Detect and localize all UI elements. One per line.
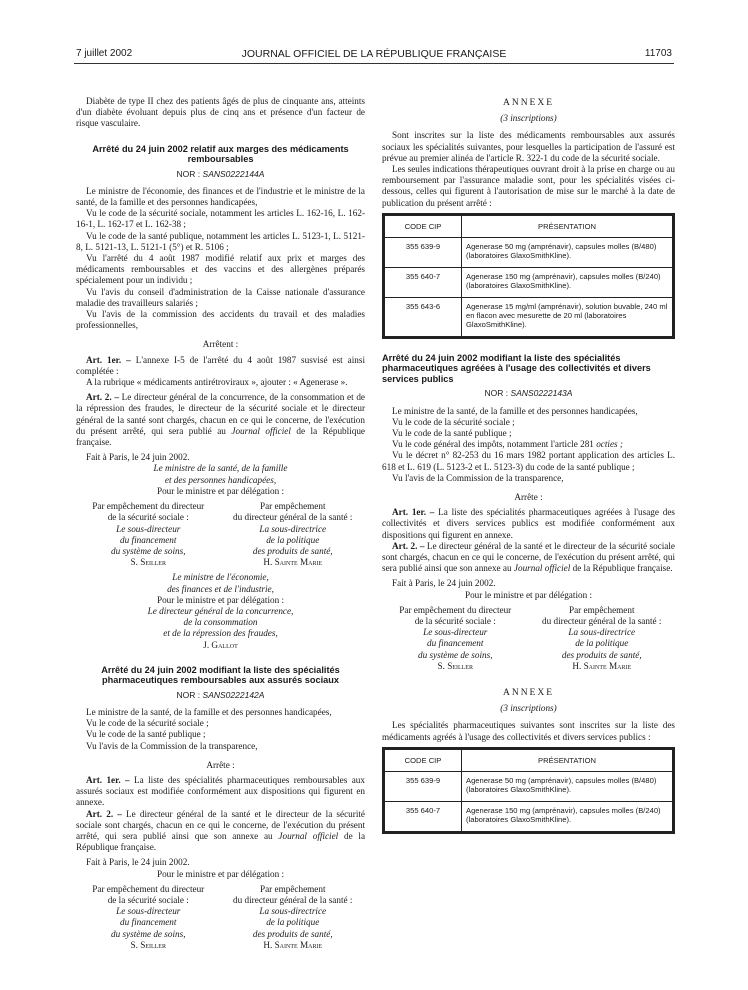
table-row xyxy=(385,801,673,831)
signature-left: Par empêchement du directeur de la sécurité sociale : Le sous-directeur du financement du système de soins, S. Seiller xyxy=(76,501,221,568)
paragraph: Vu le code de la santé publique ; xyxy=(86,729,206,740)
nor-ref: NOR : SANS0222143A xyxy=(484,388,573,399)
paragraph: Vu l'arrêté du 4 août 1987 modifié relatif aux prix et marges des médicaments remboursables et des vaccins et des allergènes préparés spécialement pour un individu ; xyxy=(76,253,365,286)
table-row xyxy=(385,771,673,801)
table-header-row xyxy=(385,749,673,771)
paragraph: Vu le code de la sécurité sociale ; xyxy=(86,718,209,729)
signature-block xyxy=(76,884,365,951)
signature-right: Par empêchement du directeur général de la santé : La sous-directrice de la politique des produits de santé, H. Sainte Marie xyxy=(529,605,676,672)
signature-block xyxy=(76,501,365,568)
annex-table xyxy=(382,747,675,834)
arrete-title: Arrêté du 24 juin 2002 modifiant la liste des spécialités pharmaceutiques agréées à l'usage des collectivités et divers services publics xyxy=(382,352,651,384)
header-rule xyxy=(74,63,674,64)
arrete-title: Arrêté du 24 juin 2002 modifiant la liste des spécialités pharmaceutiques remboursables aux assurés sociaux xyxy=(101,664,340,686)
paragraph: Vu le code général des impôts, notamment l'article 281 octies ; xyxy=(392,439,623,450)
presentation-cell: Agenerase 15 mg/ml (amprénavir), solution buvable, 240 ml en flacon avec mesurette de 20 ml (laboratoires GlaxoSmithKline). xyxy=(462,297,673,336)
paragraph: Vu le code de la santé publique ; xyxy=(392,427,512,438)
signature-block xyxy=(382,605,675,672)
cip-cell: 355 640-7 xyxy=(385,267,462,297)
signature-right: Par empêchement du directeur général de la santé : La sous-directrice de la politique des produits de santé, H. Sainte Marie xyxy=(221,501,366,568)
cip-cell: 355 643-6 xyxy=(385,297,462,336)
cip-cell: 355 640-7 xyxy=(385,801,462,831)
paragraph: Les seules indications thérapeutiques ouvrant droit à la prise en charge ou au remboursement par l'assurance maladie sont, pour les spécialités visées ci-dessous, celles qui figurent à l'autorisation de mise sur le marché à la date de publication du présent arrêté : xyxy=(382,164,675,208)
paragraph: Les spécialités pharmaceutiques suivantes sont inscrites sur la liste des médicaments agréés à l'usage des collectivités et divers services publics : xyxy=(382,720,675,742)
table-row xyxy=(385,297,673,336)
annex-inscriptions: (3 inscriptions) xyxy=(500,703,557,714)
signing-place-date: Fait à Paris, le 24 juin 2002. xyxy=(392,578,496,589)
presentation-cell: Agenerase 50 mg (amprénavir), capsules molles (B/480) (laboratoires GlaxoSmithKline). xyxy=(462,237,673,267)
arrete-label: Arrête : xyxy=(514,491,543,502)
nor-code: SANS0222144A xyxy=(202,168,265,179)
signature-left: Par empêchement du directeur de la sécurité sociale : Le sous-directeur du financement du système de soins, S. Seiller xyxy=(382,605,529,672)
article-1: Art. 1er. – L'annexe I-5 de l'arrêté du 4 août 1987 susvisé est ainsi complétée : xyxy=(76,354,366,376)
signatory-name: S. Seiller xyxy=(437,660,473,671)
article-2: Art. 2. – Le directeur général de la santé et le directeur de la sécurité sociale sont chargés, chacun en ce qui le concerne, de l'exécution du présent arrêté, qui sera publié ainsi que son annexe au Journal officiel de la République française. xyxy=(76,808,366,853)
minister-title: et des personnes handicapées, xyxy=(164,474,277,485)
left-column: Diabète de type II chez des patients âgés de plus de cinquante ans, atteints d'un diabète évoluant depuis plus de cinq ans et présence d'un facteur de risque vasculaire. Arrêté du 24 juin 2002 relatif aux marges des médicaments remboursables NOR : SANS0222144A Le ministre de l'économie, des finances et de l'industrie et le ministre de la santé, de la famille et des personnes handicapées, Vu le code de la sécurité sociale, notamment les articles L. 162-16, L. 162-16-1, L. 162-17 et L. 162-38 ; Vu le code de la santé publique, notamment les articles L. 5123-1, L. 5121-8, L. 5121-13, L. 5121-1 (5°) et R. 5106 ; Vu l'arrêté du 4 août 1987 modifié relatif aux prix et marges des médicaments remboursables et des vaccins et des allergènes préparés spécialement pour un individu ; Vu l'avis du conseil d'administration de la Caisse nationale d'assurance maladie des travailleurs salariés ; Vu l'avis de la commission des accidents du travail et des maladies professionnelles, Arrêtent : Art. 1er. – L'annexe I-5 de l'arrêté du 4 août 1987 susvisé est ainsi complétée : A la rubrique « médicaments antirétroviraux », ajouter : « Agenerase ». Art. 2. – Le directeur général de la concurrence, de la consommation et de la répression des fraudes, le directeur de la sécurité sociale et le directeur général de la santé sont chargés, chacun en ce qui le concerne, de l'exécution du présent arrêté, qui sera publié au Journal officiel de la République française. Fait à Paris, le 24 juin 2002. Le ministre de la santé, de la famille et des personnes handicapées, Pour le ministre et par délégation : Par empêchement du directeur de la sécurité sociale : Le sous-directeur du financement du système de soins, S. Seiller Par empêchement du directeur général de la santé : La sous-directrice de la politique des produits de santé, H. Sainte Marie Le ministre de l'économie, des finances et de l'industrie, Pour le ministre et par délégation : Le directeur général de la concurrence, de la consommation et de la répression des fraudes, J. Gallot Arrêté du 24 juin 2002 modifiant la liste des spécialités pharmaceutiques remboursables aux assurés sociaux NOR : SANS0222142A Le ministre de la santé, de la famille et des personnes handicapées, Vu le code de la sécurité sociale ; Vu le code de la santé publique ; Vu l'avis de la Commission de la transparence, Arrête : Art. 1er. – La liste des spécialités pharmaceutiques remboursables aux assurés sociaux est modifiée conformément aux dispositions qui figurent en annexe. Art. 2. – Le directeur général de la santé et le directeur de la sécurité sociale sont chargés, chacun en ce qui le concerne, de l'exécution du présent arrêté, qui sera publié ainsi que son annexe au Journal officiel de la République française. Fait à Paris, le 24 juin 2002. Pour le ministre et par délégation : Par empêchement du directeur de la sécurité sociale : Le sous-directeur du financement du système de soins, S. Seiller Par empêchement du directeur général de la santé : La sous-directrice de la politique des produits de santé, H. Sainte Marie xyxy=(76,96,366,950)
nor-ref: NOR : SANS0222142A xyxy=(176,689,265,700)
paragraph: Vu le code de la sécurité sociale ; xyxy=(392,416,515,427)
paragraph: Le ministre de la santé, de la famille et des personnes handicapées, xyxy=(392,405,638,416)
presentation-cell: Agenerase 150 mg (amprénavir), capsules molles (B/240) (laboratoires GlaxoSmithKline). xyxy=(462,801,673,831)
paragraph: Vu le code de la sécurité sociale, notamment les articles L. 162-16, L. 162-16-1, L. 162-17 et L. 162-38 ; xyxy=(76,208,365,230)
presentation-cell: Agenerase 150 mg (amprénavir), capsules molles (B/240) (laboratoires GlaxoSmithKline). xyxy=(462,267,673,297)
paragraph: Sont inscrites sur la liste des médicaments remboursables aux assurés sociaux les spécialités suivantes, pour lesquelles la participation de l'assuré est prévue au premier alinéa de l'article R. 322-1 du code de la sécurité sociale. xyxy=(382,130,675,163)
signing-place-date: Fait à Paris, le 24 juin 2002. xyxy=(86,857,190,868)
article-2: Art. 2. – Le directeur général de la concurrence, de la consommation et de la répression des fraudes, le directeur de la sécurité sociale et le directeur général de la santé sont chargés, chacun en ce qui le concerne, de l'exécution du présent arrêté, qui sera publié au Journal officiel de la République française. xyxy=(76,392,366,448)
signatory-name: J. Gallot xyxy=(203,639,238,650)
article-2: Art. 2. – Le directeur général de la santé et le directeur de la sécurité sociale sont chargés, chacun en ce qui le concerne, de l'exécution du présent arrêté, qui sera publié ainsi que son annexe au Journal officiel de la République française. xyxy=(382,540,675,574)
table-header-row xyxy=(385,215,673,237)
paragraph: Vu le code de la santé publique, notamment les articles L. 5123-1, L. 5121-8, L. 5121-13, L. 5121-1 (5°) et R. 5106 ; xyxy=(76,230,365,252)
header-date: 7 juillet 2002 xyxy=(76,48,133,59)
paragraph: Le ministre de la santé, de la famille et des personnes handicapées, xyxy=(86,706,332,717)
paragraph: Vu le décret n° 82-253 du 16 mars 1982 portant application des articles L. 618 et L. 619 (L. 5123-2 et L. 5123-3) du code de la santé publique ; xyxy=(382,450,675,472)
signing-place-date: Fait à Paris, le 24 juin 2002. xyxy=(86,452,190,463)
cip-cell: 355 639-9 xyxy=(385,237,462,267)
journal-title: JOURNAL OFFICIEL DE LA RÉPUBLIQUE FRANÇAISE xyxy=(241,48,507,60)
paragraph: Le ministre de l'économie, des finances et de l'industrie et le ministre de la santé, de la famille et des personnes handicapées, xyxy=(76,185,365,208)
delegation-line: Pour le ministre et par délégation : xyxy=(156,868,285,879)
presentation-cell: Agenerase 50 mg (amprénavir), capsules molles (B/480) (laboratoires GlaxoSmithKline). xyxy=(462,771,673,801)
nor-code: SANS0222142A xyxy=(202,689,265,700)
paragraph: Vu l'avis du conseil d'administration de la Caisse nationale d'assurance maladie des travailleurs salariés ; xyxy=(76,286,365,308)
paragraph: A la rubrique « médicaments antirétroviraux », ajouter : « Agenerase ». xyxy=(86,377,348,388)
signatory-name: H. Sainte Marie xyxy=(572,660,632,671)
column-header: CODE CIP xyxy=(385,749,462,771)
intro-text: Diabète de type II chez des patients âgés de plus de cinquante ans, atteints d'un diabète évoluant depuis plus de cinq ans et présence d'un facteur de risque vasculaire. xyxy=(76,96,365,129)
annex-table xyxy=(382,213,675,339)
article-1: Art. 1er. – La liste des spécialités pharmaceutiques agréées à l'usage des collectivités et divers services publics est modifiée conformément aux dispositions qui figurent en annexe. xyxy=(382,507,675,540)
signature-right: Par empêchement du directeur général de la santé : La sous-directrice de la politique des produits de santé, H. Sainte Marie xyxy=(221,884,366,951)
table-row xyxy=(385,267,673,297)
signatory-name: H. Sainte Marie xyxy=(263,939,323,950)
signatory-name: S. Seiller xyxy=(130,939,166,950)
minister-title: Le ministre de la santé, de la famille xyxy=(153,463,288,474)
column-header: PRÉSENTATION xyxy=(462,749,673,771)
right-column xyxy=(382,96,675,834)
article-1: Art. 1er. – La liste des spécialités pharmaceutiques remboursables aux assurés sociaux est modifiée conformément aux dispositions qui figurent en annexe. xyxy=(76,774,365,808)
column-header: PRÉSENTATION xyxy=(462,215,673,237)
delegation-line: Pour le ministre et par délégation : xyxy=(464,589,593,600)
annex-title: ANNEXE xyxy=(502,688,555,698)
table-row xyxy=(385,237,673,267)
signatory-name: H. Sainte Marie xyxy=(263,557,323,568)
signature-left: Par empêchement du directeur de la sécurité sociale : Le sous-directeur du financement du système de soins, S. Seiller xyxy=(76,884,221,951)
delegation-line: Pour le ministre et par délégation : xyxy=(156,485,285,496)
arrete-label: Arrête : xyxy=(206,759,235,770)
annex-title: ANNEXE xyxy=(502,98,555,108)
page-number: 11703 xyxy=(644,48,672,59)
signatory-name: S. Seiller xyxy=(130,557,166,568)
paragraph: Vu l'avis de la commission des accidents du travail et des maladies professionnelles, xyxy=(76,309,365,331)
arrete-title: Arrêté du 24 juin 2002 relatif aux marges des médicaments remboursables xyxy=(92,143,349,165)
arretent-label: Arrêtent : xyxy=(202,339,239,350)
paragraph: Vu l'avis de la Commission de la transparence, xyxy=(392,472,564,483)
annex-inscriptions: (3 inscriptions) xyxy=(500,113,557,124)
cip-cell: 355 639-9 xyxy=(385,771,462,801)
nor-ref: NOR : SANS0222144A xyxy=(176,168,265,179)
paragraph: Vu l'avis de la Commission de la transparence, xyxy=(86,740,258,751)
column-header: CODE CIP xyxy=(385,215,462,237)
nor-code: SANS0222143A xyxy=(510,388,573,399)
